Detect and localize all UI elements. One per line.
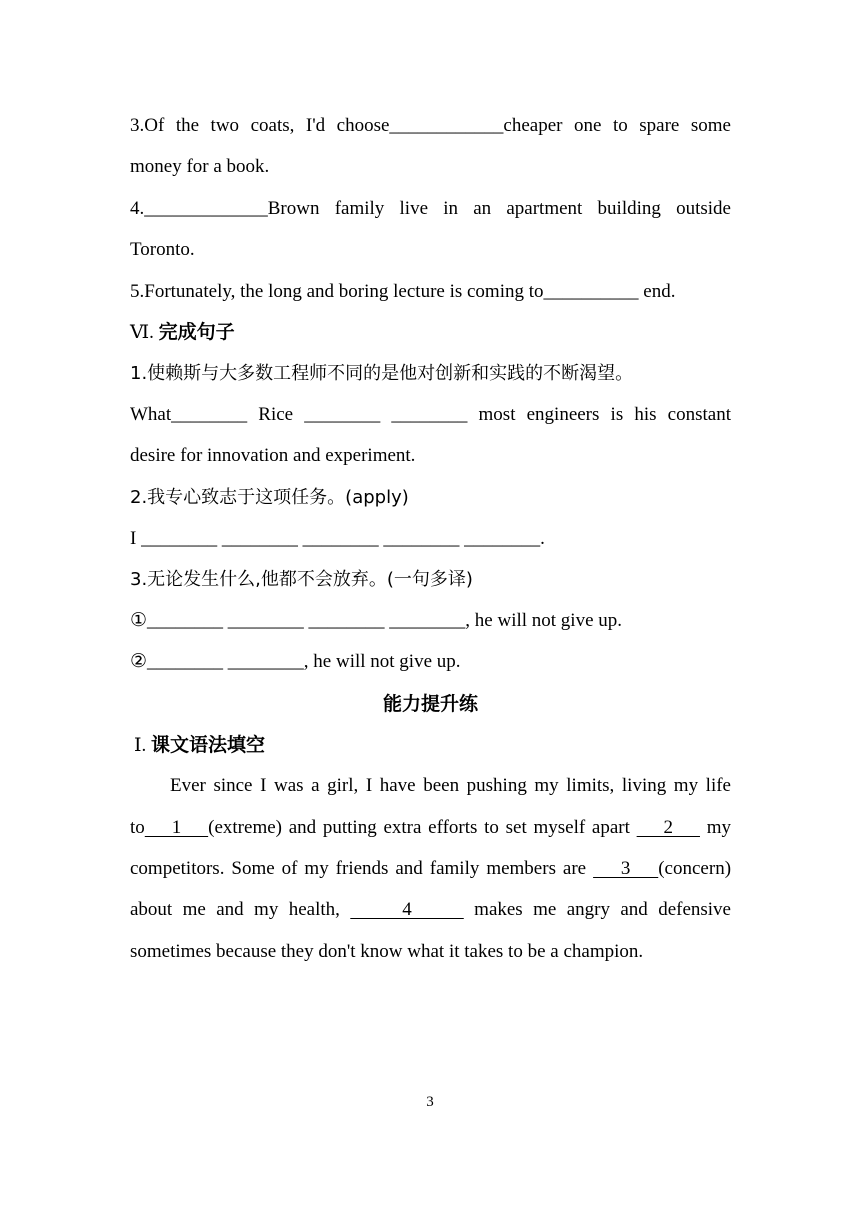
passage-line-3: competitors. Some of my friends and family members are 3 (concern) xyxy=(130,858,732,879)
sentence-1-chinese: 1.使赖斯与大多数工程师不同的是他对创新和实践的不断渴望。 xyxy=(130,363,634,384)
sentence-1-english-line-1: What________ Rice ________ ________ most engineers is his constant xyxy=(130,404,731,425)
question-5-line-1: 5.Fortunately, the long and boring lecture is coming to__________ end. xyxy=(130,281,676,302)
section-6-numeral: Ⅵ. xyxy=(130,322,159,343)
question-4-line-2: Toronto. xyxy=(130,239,195,260)
sentence-1-english-line-2: desire for innovation and experiment. xyxy=(130,445,416,466)
blank-1: 1 xyxy=(144,817,209,838)
sentence-2-chinese: 2.我专心致志于这项任务。(apply) xyxy=(130,487,409,508)
section-1-title: 课文语法填空 xyxy=(151,734,266,756)
sentence-2-english: I ________ ________ ________ ________ ________. xyxy=(130,528,545,549)
blank-3: 3 xyxy=(593,858,659,879)
blank-4: 4 xyxy=(350,899,464,920)
question-3-line-2: money for a book. xyxy=(130,156,270,177)
blank-2: 2 xyxy=(636,817,700,838)
passage-line-4: about me and my health, 4 makes me angry and defensive xyxy=(130,899,731,920)
sentence-3-chinese: 3.无论发生什么,他都不会放弃。(一句多译) xyxy=(130,569,473,590)
section-6-title: 完成句子 xyxy=(158,321,235,343)
sentence-3-option-1: ①________ ________ ________ ________, he will not give up. xyxy=(130,610,623,631)
section-1-heading xyxy=(134,733,735,758)
sentence-3-option-2: ②________ ________, he will not give up. xyxy=(130,651,461,672)
passage-line-2: to 1 (extreme) and putting extra efforts to set myself apart 2 my xyxy=(130,817,731,838)
question-3-line-1: 3.Of the two coats, I'd choose____________cheaper one to spare some xyxy=(130,115,731,136)
section-title: 能力提升练 xyxy=(382,693,478,715)
section-6-heading xyxy=(130,320,731,345)
passage-line-1: Ever since I was a girl, I have been pushing my limits, living my life xyxy=(170,775,731,796)
section-1-numeral: Ⅰ. xyxy=(134,735,152,756)
page-number: 3 xyxy=(426,1094,434,1110)
passage-line-5: sometimes because they don't know what it takes to be a champion. xyxy=(130,941,644,962)
question-4-line-1: 4._____________Brown family live in an apartment building outside xyxy=(130,198,731,219)
